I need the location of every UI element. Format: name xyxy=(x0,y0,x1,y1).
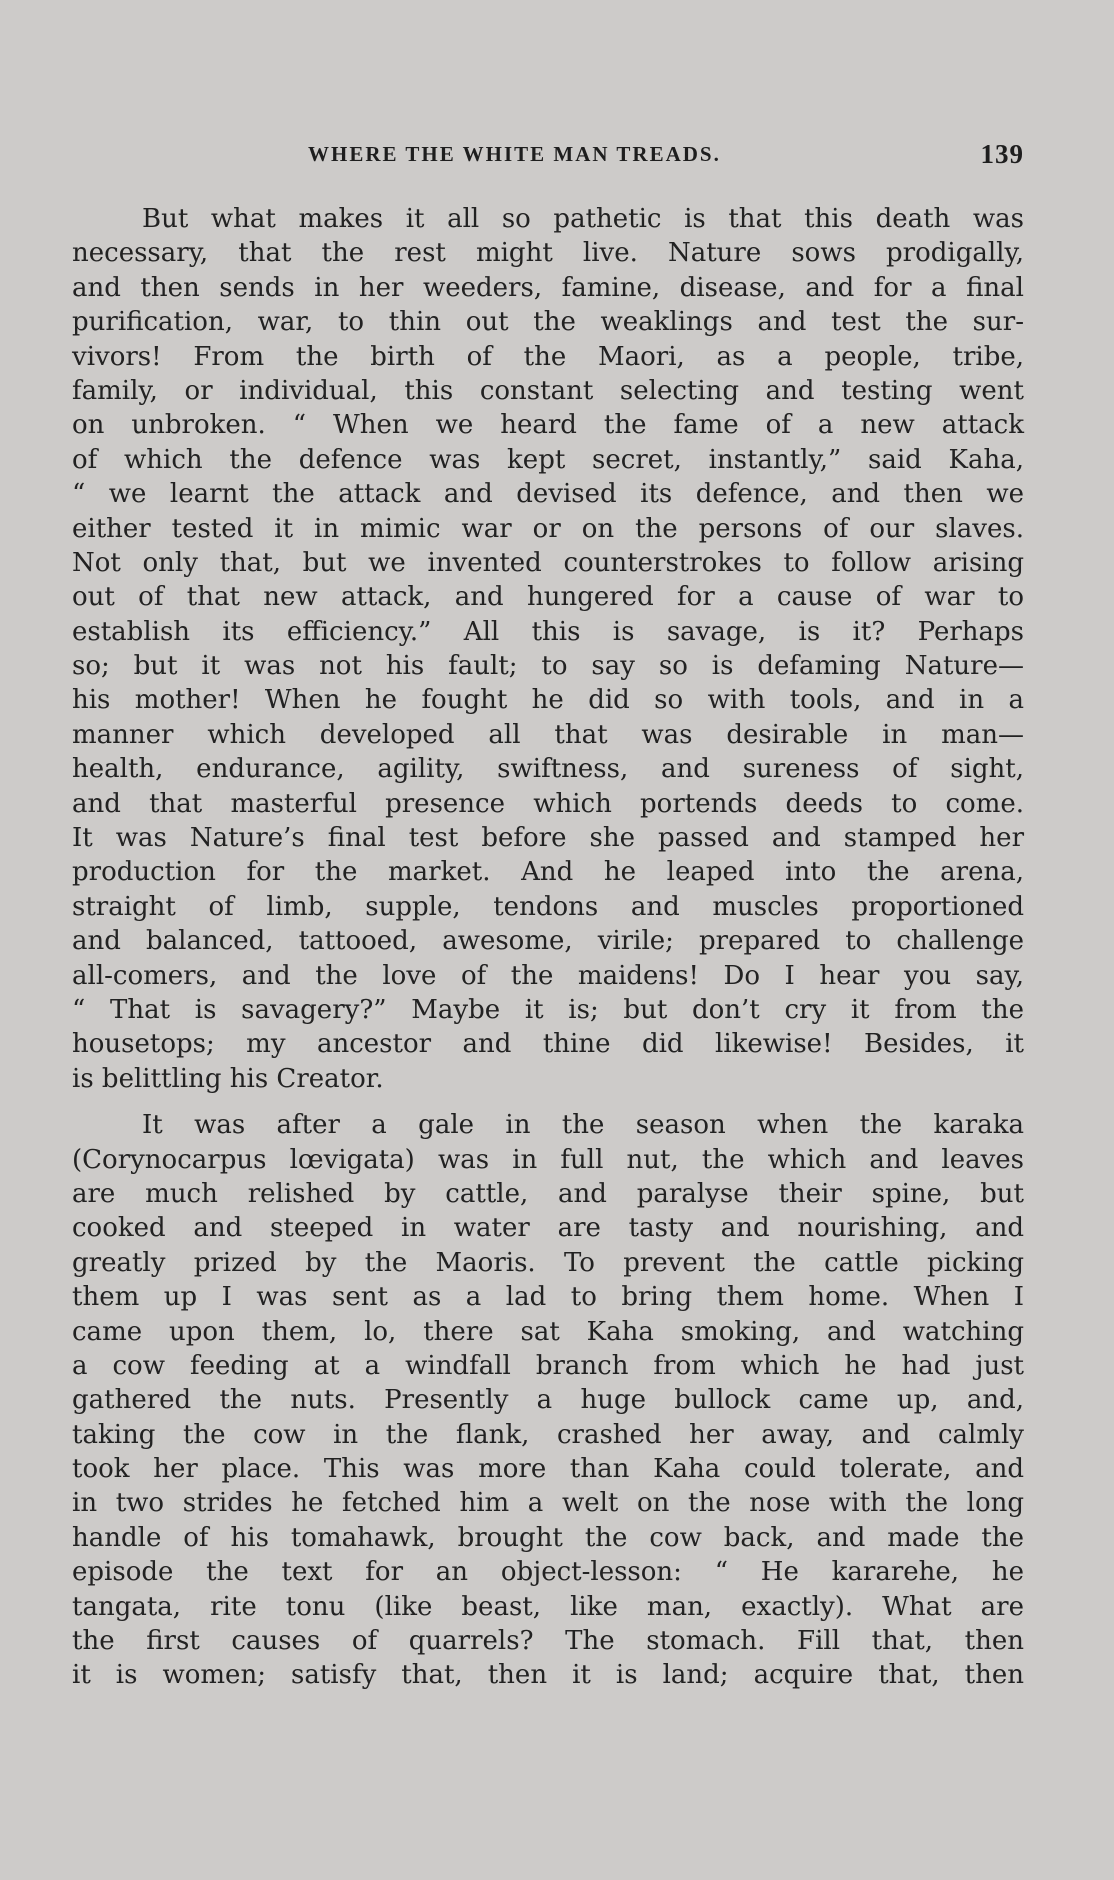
text-line: family, or individual, this constant selecting and testing went xyxy=(72,375,1024,406)
text-line: cooked and steeped in water are tasty and nourishing, and xyxy=(72,1213,1024,1244)
text-line: manner which developed all that was desirable in man— xyxy=(72,719,1024,750)
text-line: a cow feeding at a windfall branch from which he had just xyxy=(72,1350,1024,1381)
text-line: is belittling his Creator. xyxy=(72,1063,384,1094)
text-line: in two strides he fetched him a welt on the nose with the long xyxy=(72,1488,1024,1519)
text-line: out of that new attack, and hungered for a cause of war to xyxy=(72,582,1024,613)
text-line: his mother! When he fought he did so with tools, and in a xyxy=(72,685,1024,716)
paragraph xyxy=(72,1108,1024,1693)
text-line: “ That is savagery?” Maybe it is; but don’t cry it from the xyxy=(72,994,1024,1025)
text-line: all-comers, and the love of the maidens! Do I hear you say, xyxy=(72,960,1024,991)
text-line: necessary, that the rest might live. Nature sows prodigally, xyxy=(72,238,1024,269)
text-line: (Corynocarpus lœvigata) was in full nut, the which and leaves xyxy=(72,1144,1024,1175)
body-text xyxy=(72,202,1024,1693)
text-line: “ we learnt the attack and devised its defence, and then we xyxy=(72,479,1024,510)
text-line: the first causes of quarrels? The stomach. Fill that, then xyxy=(72,1626,1024,1657)
text-line: vivors! From the birth of the Maori, as a people, tribe, xyxy=(72,341,1024,372)
text-line: taking the cow in the flank, crashed her away, and calmly xyxy=(72,1419,1024,1450)
text-line: so; but it was not his fault; to say so is defaming Nature— xyxy=(72,651,1024,682)
running-head: WHERE THE WHITE MAN TREADS. xyxy=(308,142,721,166)
text-line: straight of limb, supple, tendons and muscles proportioned xyxy=(72,891,1024,922)
text-line: them up I was sent as a lad to bring them home. When I xyxy=(72,1282,1024,1313)
text-line: are much relished by cattle, and paralyse their spine, but xyxy=(72,1178,1024,1209)
text-line: came upon them, lo, there sat Kaha smoking, and watching xyxy=(72,1316,1024,1347)
text-line: tangata, rite tonu (like beast, like man, exactly). What are xyxy=(72,1591,1024,1622)
text-line: But what makes it all so pathetic is that this death was xyxy=(142,204,1024,234)
text-line: gathered the nuts. Presently a huge bullock came up, and, xyxy=(72,1385,1024,1416)
text-line: housetops; my ancestor and thine did likewise! Besides, it xyxy=(72,1029,1024,1060)
paragraph xyxy=(72,202,1024,1096)
text-line: and that masterful presence which portends deeds to come. xyxy=(72,788,1024,819)
text-line: health, endurance, agility, swiftness, and sureness of sight, xyxy=(72,754,1024,785)
text-line: greatly prized by the Maoris. To prevent the cattle picking xyxy=(72,1247,1024,1278)
text-line: on unbroken. “ When we heard the fame of a new attack xyxy=(72,410,1024,441)
text-line: establish its efficiency.” All this is savage, is it? Perhaps xyxy=(72,616,1024,647)
page-header xyxy=(72,139,1024,172)
text-line: production for the market. And he leaped into the arena, xyxy=(72,857,1024,888)
text-line: episode the text for an object-lesson: “ He kararehe, he xyxy=(72,1557,1024,1588)
text-line: took her place. This was more than Kaha could tolerate, and xyxy=(72,1454,1024,1485)
text-line: either tested it in mimic war or on the persons of our slaves. xyxy=(72,513,1024,544)
text-line: handle of his tomahawk, brought the cow back, and made the xyxy=(72,1522,1024,1553)
text-line: purification, war, to thin out the weaklings and test the sur- xyxy=(72,307,1024,338)
text-line: of which the defence was kept secret, instantly,” said Kaha, xyxy=(72,444,1024,475)
text-line: Not only that, but we invented counterstrokes to follow arising xyxy=(72,547,1024,578)
text-line: it is women; satisfy that, then it is land; acquire that, then xyxy=(72,1660,1024,1691)
text-line: and balanced, tattooed, awesome, virile; prepared to challenge xyxy=(72,926,1024,957)
page-number: 139 xyxy=(980,139,1024,169)
text-line: and then sends in her weeders, famine, disease, and for a final xyxy=(72,272,1024,303)
text-line: It was Nature’s final test before she passed and stamped her xyxy=(72,823,1024,854)
text-line: It was after a gale in the season when the karaka xyxy=(142,1110,1024,1141)
